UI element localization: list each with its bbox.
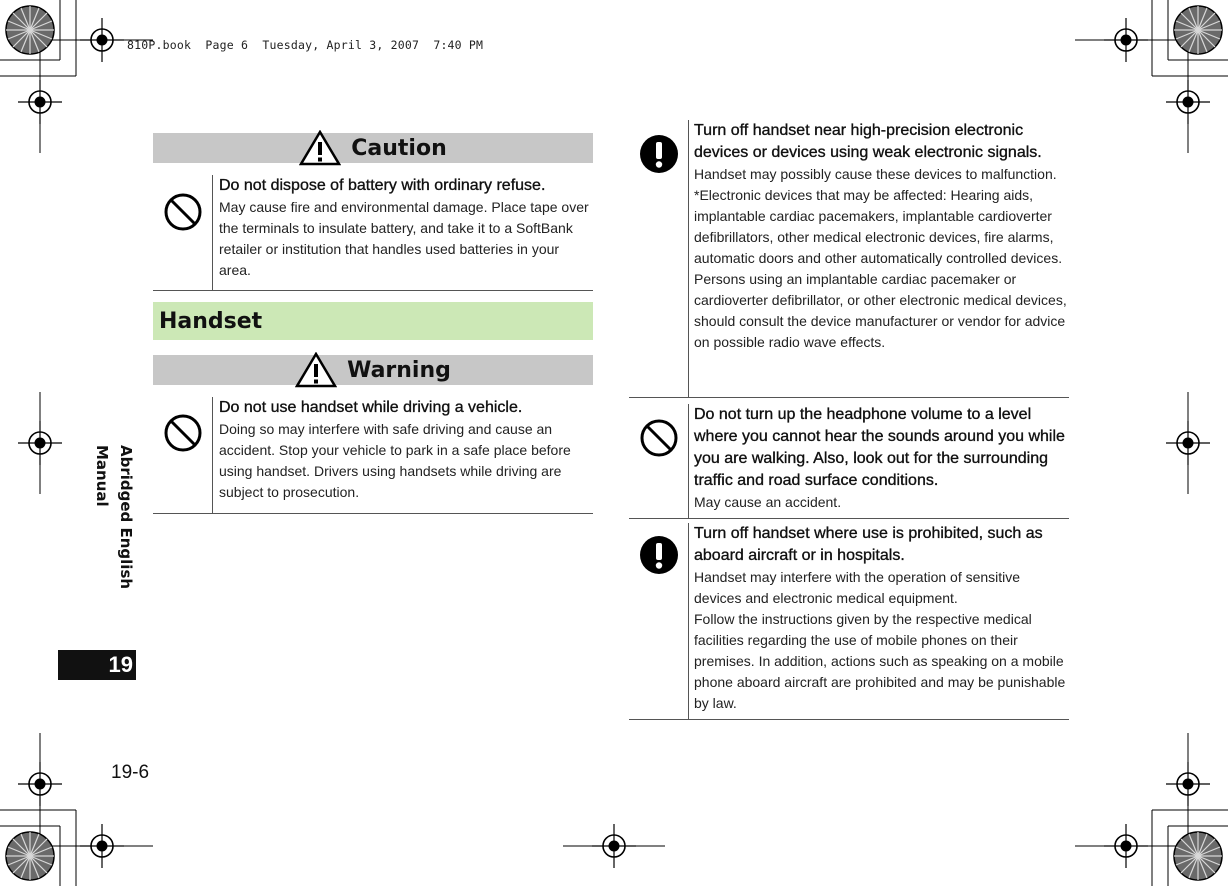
- caution-item-title: Do not dispose of battery with ordinary refuse.: [219, 177, 546, 194]
- warning-item-body: Doing so may interfere with safe driving and cause an accident. Stop your vehicle to park in a safe place before using handset. Drivers using handsets while driving are subject to prosecution.: [219, 421, 571, 500]
- section-title: Handset: [159, 308, 263, 334]
- book-file-header: 810P.book Page 6 Tuesday, April 3, 2007 7:40 PM: [127, 38, 484, 52]
- right-item-1-body-3: Persons using an implantable cardiac pacemaker or cardioverter defibrillator, or other electronic medical devices, should consult the device manufacturer or vendor for advice on possible radio wave effects.: [694, 271, 1067, 350]
- caution-bar: [153, 133, 593, 163]
- caution-item: [153, 175, 593, 291]
- right-item-2-body: May cause an accident.: [694, 494, 842, 510]
- right-item-3-body-1: Handset may interfere with the operation of sensitive devices and electronic medical equipment.: [694, 569, 1021, 606]
- right-item-1-title: Turn off handset near high-precision electronic devices or devices using weak electronic signals.: [694, 122, 1042, 161]
- mandatory-icon: [639, 134, 679, 174]
- warning-item-title: Do not use handset while driving a vehicle.: [219, 399, 523, 416]
- prohibited-icon: [639, 418, 679, 458]
- warning-item: [153, 397, 593, 514]
- right-item-3: [629, 523, 1069, 720]
- right-item-2-title: Do not turn up the headphone volume to a level where you cannot hear the sounds around you while you are walking. Also, look out for the surrounding traffic and road surface conditions.: [694, 406, 1065, 489]
- right-item-1-body-1: Handset may possibly cause these devices to malfunction.: [694, 166, 1057, 182]
- right-item-1: [629, 120, 1069, 398]
- mandatory-icon: [639, 535, 679, 575]
- page-number: 19-6: [111, 762, 150, 783]
- right-item-1-body-2: *Electronic devices that may be affected: Hearing aids, implantable cardiac pacemakers, implantable cardioverter defibrillators, other medical electronic devices, fire alarms, automatic doors and other automatically controlled devices.: [694, 187, 1063, 266]
- right-item-3-body-2: Follow the instructions given by the respective medical facilities regarding the use of mobile phones on their premises. In addition, actions such as speaking on a mobile phone aboard aircraft are prohibited and may be punishable by law.: [694, 611, 1066, 711]
- right-item-3-title: Turn off handset where use is prohibited, such as aboard aircraft or in hospitals.: [694, 525, 1043, 564]
- warning-triangle-icon: [299, 130, 341, 166]
- warning-label: Warning: [347, 357, 451, 383]
- chapter-number-tab: [58, 650, 136, 680]
- warning-triangle-icon: [295, 352, 337, 388]
- warning-bar: [153, 355, 593, 385]
- right-item-2: [629, 404, 1069, 519]
- caution-item-body: May cause fire and environmental damage. Place tape over the terminals to insulate battery, and take it to a SoftBank retailer or institution that handles used batteries in your area.: [219, 199, 589, 278]
- prohibited-icon: [163, 192, 203, 232]
- side-chapter-title: Abridged English Manual: [93, 445, 135, 590]
- chapter-number: 19: [108, 652, 133, 677]
- prohibited-icon: [163, 413, 203, 453]
- caution-label: Caution: [351, 135, 447, 161]
- section-title-bar: [153, 302, 593, 340]
